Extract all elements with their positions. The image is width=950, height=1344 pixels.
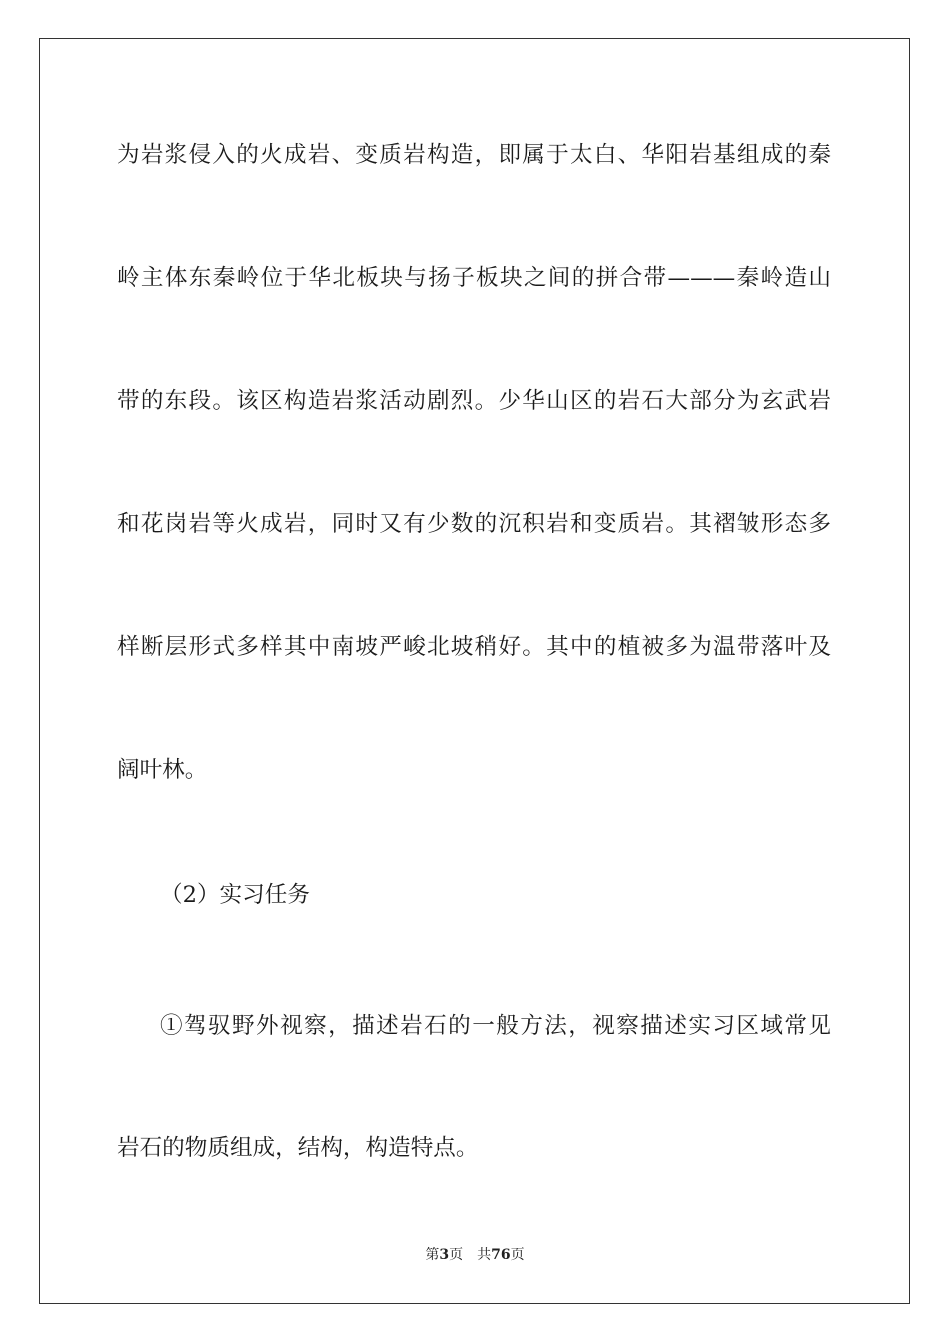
body-text-line-5: 样断层形式多样其中南坡严峻北坡稍好。其中的植被多为温带落叶及 <box>117 634 831 660</box>
page-label-suffix: 页 <box>449 1247 464 1263</box>
body-text-line-4: 和花岗岩等火成岩，同时又有少数的沉积岩和变质岩。其褶皱形态多 <box>117 511 831 537</box>
total-pages: 76 <box>491 1247 511 1263</box>
body-text-line-1: 为岩浆侵入的火成岩、变质岩构造，即属于太白、华阳岩基组成的秦 <box>117 142 831 168</box>
page-number: 3 <box>439 1247 450 1263</box>
body-text-line-2: 岭主体东秦岭位于华北板块与扬子板块之间的拼合带———秦岭造山 <box>117 265 831 291</box>
body-text-line-3: 带的东段。该区构造岩浆活动剧烈。少华山区的岩石大部分为玄武岩 <box>117 388 831 414</box>
total-label-suffix: 页 <box>510 1247 525 1263</box>
page-footer <box>0 1246 950 1264</box>
section-heading: （2）实习任务 <box>160 882 310 908</box>
task-text-line-2: 岩石的物质组成，结构，构造特点。 <box>117 1135 479 1161</box>
page-border <box>39 38 910 1304</box>
total-label-prefix: 共 <box>477 1247 492 1263</box>
page-label-prefix: 第 <box>425 1247 440 1263</box>
body-text-line-6: 阔叶林。 <box>117 757 208 783</box>
task-text-line-1: ①驾驭野外视察，描述岩石的一般方法，视察描述实习区域常见 <box>160 1013 831 1039</box>
